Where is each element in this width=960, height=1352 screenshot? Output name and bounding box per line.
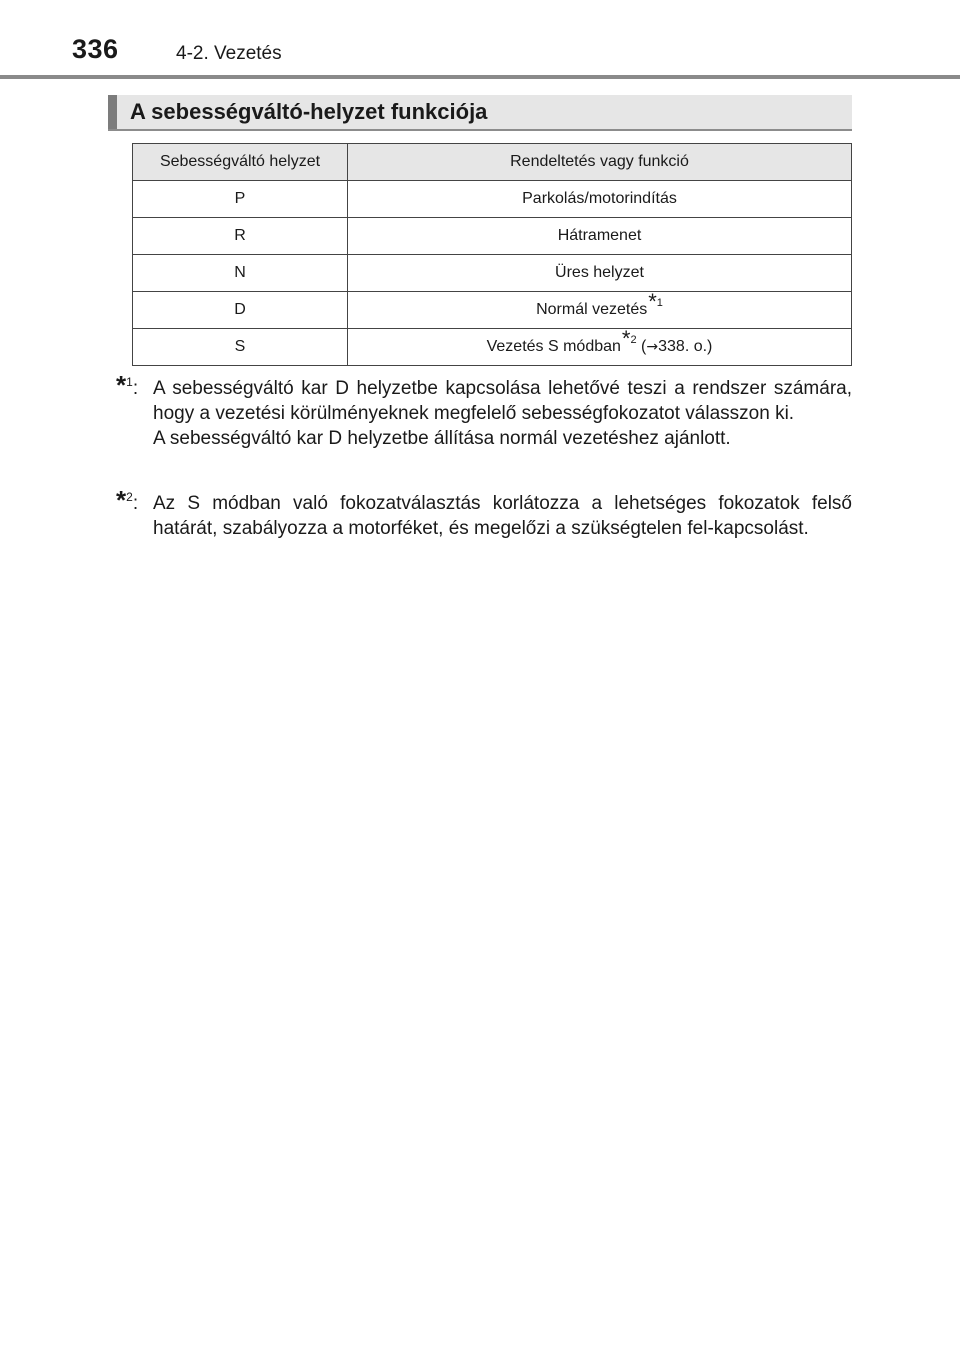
page-header	[0, 0, 960, 80]
footnote-star-icon: *	[116, 370, 127, 400]
gear-function-text: Normál vezetés	[536, 301, 648, 318]
footnote-number: 1	[126, 375, 133, 389]
page-reference: 338. o.)	[658, 338, 713, 355]
footnote-paragraph: Az S módban való fokozatválasztás korlátozza a lehetséges fokozatok felső határát, szabályozza a motorféket, és megelőzi a szükségtelen fel-kapcsolást.	[153, 493, 852, 539]
footnote-star-mark: *	[648, 289, 657, 314]
gear-function-cell	[348, 218, 852, 255]
gear-position-cell: P	[133, 181, 348, 218]
footnote-2	[108, 485, 852, 541]
table-row	[133, 218, 852, 255]
gear-function-text: Hátramenet	[557, 227, 642, 244]
gear-position-cell: S	[133, 329, 348, 366]
section-accent-bar	[108, 95, 117, 129]
gear-function-cell	[348, 181, 852, 218]
footnote-marker	[116, 370, 139, 403]
gear-position-cell: R	[133, 218, 348, 255]
gear-position-cell: N	[133, 255, 348, 292]
gear-function-cell	[348, 289, 852, 329]
footnote-paragraph: A sebességváltó kar D helyzetbe állítása normál vezetéshez ajánlott.	[153, 428, 731, 449]
table-row	[133, 329, 852, 366]
gear-function-text: Parkolás/motorindítás	[522, 190, 677, 207]
chapter-title: 4-2. Vezetés	[176, 43, 282, 64]
page-reference-open: (	[636, 338, 647, 355]
gear-function-text: Vezetés S módban	[486, 338, 621, 355]
footnote-ref-number: 2	[630, 334, 637, 346]
gear-function-cell	[348, 326, 852, 366]
footnote-marker	[116, 485, 139, 518]
footnote-body	[153, 491, 852, 541]
column-header-position: Sebességváltó helyzet	[133, 144, 348, 181]
table-row	[133, 255, 852, 292]
column-header-function: Rendeltetés vagy funkció	[348, 144, 852, 181]
footnote-star-icon: *	[116, 485, 127, 515]
footnote-number: 2	[126, 490, 133, 504]
gear-function-text: Üres helyzet	[555, 264, 644, 281]
footnote-ref-number: 1	[656, 297, 663, 309]
footnote-1	[108, 370, 852, 451]
gear-position-cell: D	[133, 292, 348, 329]
table-row	[133, 181, 852, 218]
table-row	[133, 292, 852, 329]
arrow-right-icon: →	[646, 339, 659, 355]
page-number: 336	[72, 34, 119, 64]
gear-position-table	[132, 143, 852, 366]
header-divider	[0, 75, 960, 79]
footnote-paragraph: A sebességváltó kar D helyzetbe kapcsolása lehetővé teszi a rendszer számára, hogy a vezetési körülményeknek megfelelő sebességfokozatot válasszon ki.	[153, 378, 852, 424]
footnote-body	[153, 376, 852, 451]
footnote-colon: :	[132, 378, 139, 399]
gear-function-cell	[348, 255, 852, 292]
section-heading	[108, 95, 852, 131]
footnote-star-mark: *	[621, 326, 631, 351]
table-header-row	[133, 144, 852, 181]
footnote-colon: :	[132, 493, 139, 514]
section-title: A sebességváltó-helyzet funkciója	[130, 99, 488, 124]
